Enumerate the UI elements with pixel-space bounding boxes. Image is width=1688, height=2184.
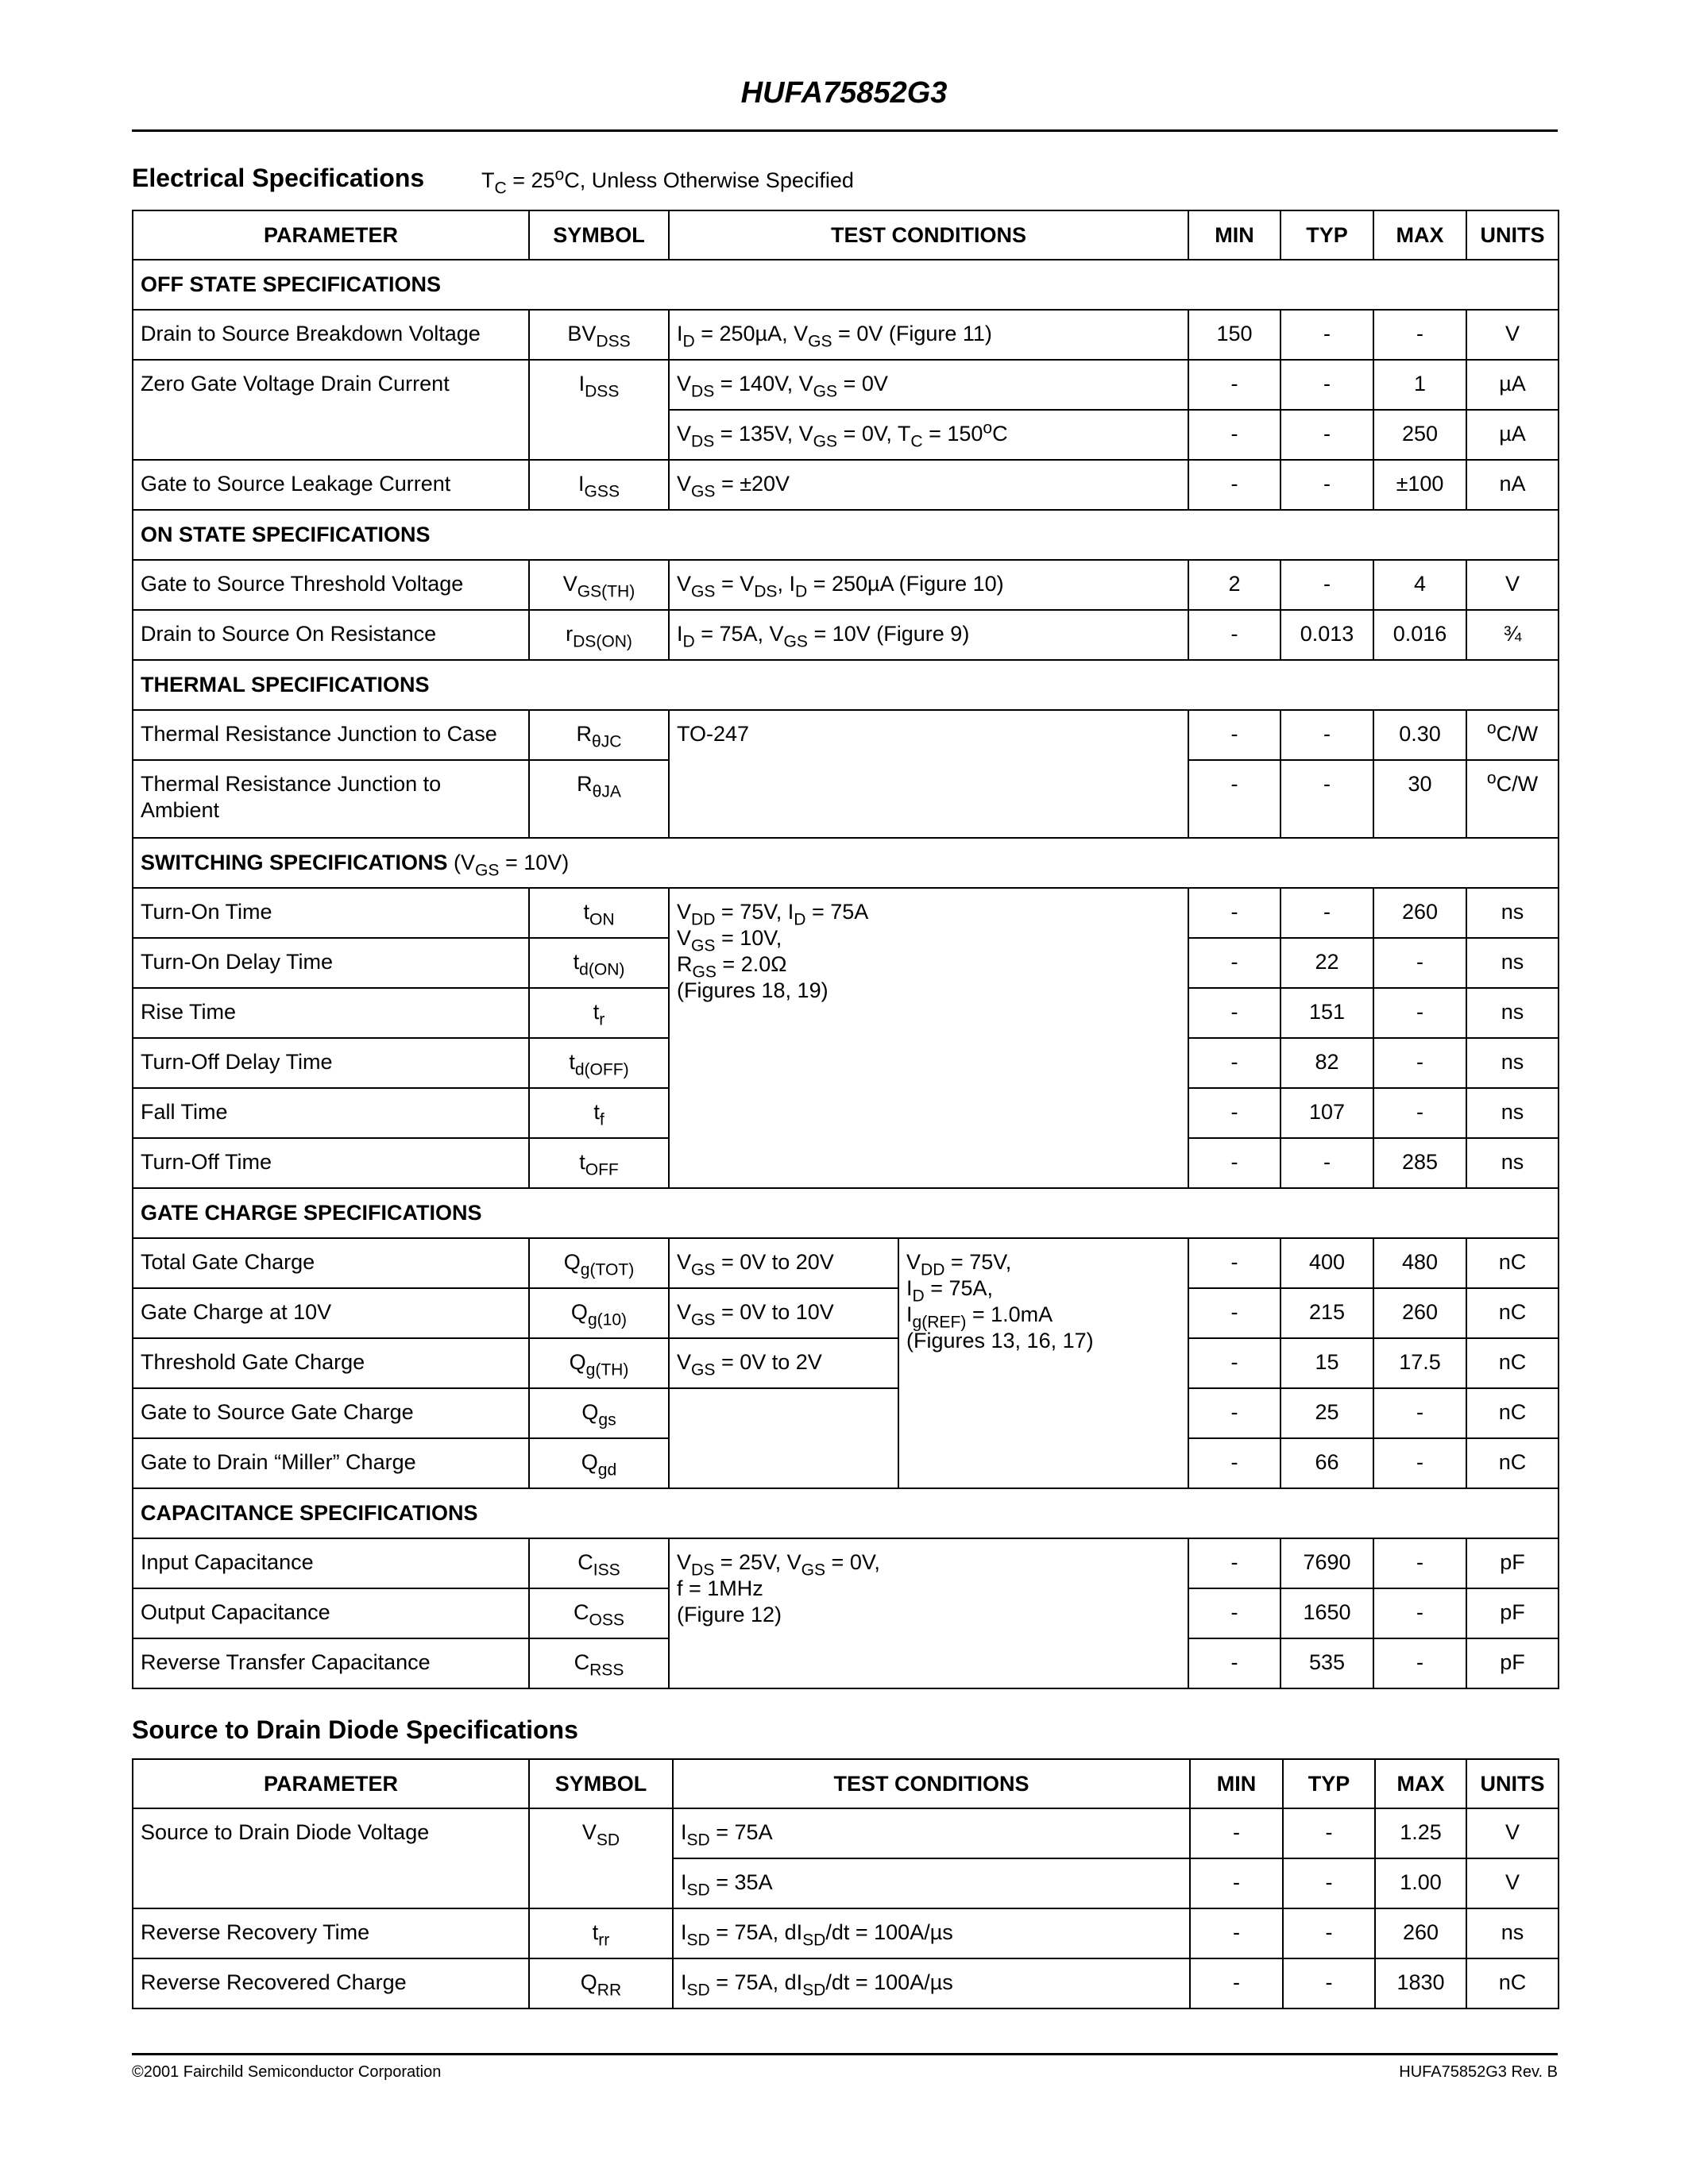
table-row: Turn-On Delay Time $t_{d(ON)}$ - 22 - ns — [133, 938, 1559, 988]
table-row: Drain to Source On Resistance $r_{DS(ON)}$ $I_D = 75A$, $V_{GS} = 10V$ (Figure 9) - 0.013 0.016 ¾ — [133, 610, 1559, 660]
header-min: MIN — [1190, 1759, 1283, 1808]
section-header-on-state: ON STATE SPECIFICATIONS — [133, 510, 1559, 560]
table-row: Drain to Source Breakdown Voltage $BV_{DSS}$ $I_D = 250\mu A$, $V_{GS} = 0V$ (Figure 11) 150 - - V — [133, 310, 1559, 360]
electrical-specs-condition: $T_C = 25^oC$, Unless Otherwise Specified — [481, 165, 854, 198]
table-row: Input Capacitance $C_{ISS}$ $V_{DS} = 25V$, $V_{GS} = 0V$, f = 1MHz (Figure 12) - 7690 - pF — [133, 1538, 1559, 1588]
header-max: MAX — [1375, 1759, 1466, 1808]
document-title: HUFA75852G3 — [740, 76, 948, 110]
header-parameter: PARAMETER — [133, 210, 529, 260]
header-units: UNITS — [1466, 1759, 1559, 1808]
section-header-capacitance: CAPACITANCE SPECIFICATIONS — [133, 1488, 1559, 1538]
header-test-conditions: TEST CONDITIONS — [673, 1759, 1190, 1808]
gate-charge-shared-conditions: $V_{DD} = 75V$, $I_D = 75A$, $I_{g(REF)} = 1.0mA$ (Figures 13, 16, 17) — [898, 1238, 1188, 1488]
table-header-row — [133, 210, 1559, 260]
footer-copyright: ©2001 Fairchild Semiconductor Corporation — [132, 2063, 442, 2081]
table-header-row — [133, 1759, 1559, 1808]
table-row: $I_{SD} = 35A$ - - 1.00 V — [133, 1858, 1559, 1908]
header-symbol: SYMBOL — [529, 1759, 673, 1808]
header-typ: TYP — [1280, 210, 1373, 260]
footer-rule — [132, 2053, 1558, 2055]
table-row: Thermal Resistance Junction to Case $R_{\theta JC}$ TO-247 - - 0.30 $^o$C/W — [133, 710, 1559, 760]
table-row: Gate to Drain “Miller” Charge $Q_{gd}$ - 66 - nC — [133, 1438, 1559, 1488]
table-row: Thermal Resistance Junction to Ambient $R_{\theta JA}$ - - 30 $^o$C/W — [133, 760, 1559, 838]
header-min: MIN — [1188, 210, 1280, 260]
electrical-specs-table — [132, 210, 1559, 1689]
table-row: Gate to Source Leakage Current $I_{GSS}$ $V_{GS} = \pm 20V$ - - ±100 nA — [133, 460, 1559, 510]
table-row: Rise Time $t_r$ - 151 - ns — [133, 988, 1559, 1038]
table-row: Turn-Off Delay Time $t_{d(OFF)}$ - 82 - ns — [133, 1038, 1559, 1088]
table-row: Reverse Recovery Time $t_{rr}$ $I_{SD} = 75A$, $dI_{SD}/dt = 100A/\mu s$ - - 260 ns — [133, 1908, 1559, 1958]
capacitance-conditions: $V_{DS} = 25V$, $V_{GS} = 0V$, f = 1MHz (Figure 12) — [669, 1538, 1188, 1688]
table-row: Gate Charge at 10V $Q_{g(10)}$ $V_{GS} = 0V$ to 10V - 215 260 nC — [133, 1288, 1559, 1338]
table-row: Fall Time $t_f$ - 107 - ns — [133, 1088, 1559, 1138]
table-row: Threshold Gate Charge $Q_{g(TH)}$ $V_{GS} = 0V$ to 2V - 15 17.5 nC — [133, 1338, 1559, 1388]
table-row: Gate to Source Gate Charge $Q_{gs}$ - 25 - nC — [133, 1388, 1559, 1438]
table-row: Turn-Off Time $t_{OFF}$ - - 285 ns — [133, 1138, 1559, 1188]
section-header-off-state: OFF STATE SPECIFICATIONS — [133, 260, 1559, 310]
table-row: Gate to Source Threshold Voltage $V_{GS(TH)}$ $V_{GS} = V_{DS}$, $I_D = 250\mu A$ (Figure 10) 2 - 4 V — [133, 560, 1559, 610]
section-header-switching: SWITCHING SPECIFICATIONS $(V_{GS} = 10V)$ — [133, 838, 1559, 888]
header-symbol: SYMBOL — [529, 210, 669, 260]
diode-specs-table — [132, 1758, 1559, 2009]
footer-doc-revision: HUFA75852G3 Rev. B — [1399, 2063, 1558, 2081]
header-max: MAX — [1373, 210, 1466, 260]
section-header-thermal: THERMAL SPECIFICATIONS — [133, 660, 1559, 710]
table-row: Zero Gate Voltage Drain Current $I_{DSS}$ $V_{DS} = 140V$, $V_{GS} = 0V$ - - 1 µA — [133, 360, 1559, 410]
table-row: Output Capacitance $C_{OSS}$ - 1650 - pF — [133, 1588, 1559, 1638]
table-row: Source to Drain Diode Voltage $V_{SD}$ $I_{SD} = 75A$ - - 1.25 V — [133, 1808, 1559, 1858]
header-rule — [132, 129, 1558, 132]
table-row: Reverse Transfer Capacitance $C_{RSS}$ - 535 - pF — [133, 1638, 1559, 1688]
table-row: $V_{DS} = 135V$, $V_{GS} = 0V$, $T_C = 150^oC$ - - 250 µA — [133, 410, 1559, 460]
table-row: Reverse Recovered Charge $Q_{RR}$ $I_{SD} = 75A$, $dI_{SD}/dt = 100A/\mu s$ - - 1830 nC — [133, 1958, 1559, 2008]
switching-conditions: $V_{DD} = 75V$, $I_D = 75A$ $V_{GS} = 10V$, $R_{GS} = 2.0\Omega$ (Figures 18, 19) — [669, 888, 1188, 1188]
header-typ: TYP — [1283, 1759, 1375, 1808]
table-row: Total Gate Charge $Q_{g(TOT)}$ $V_{GS} = 0V$ to 20V $V_{DD} = 75V$, $I_D = 75A$, $I_{g(REF)} = 1.0mA$ (Figures 13, 16, 17) - 400 480 nC — [133, 1238, 1559, 1288]
header-test-conditions: TEST CONDITIONS — [669, 210, 1188, 260]
section-header-gate-charge: GATE CHARGE SPECIFICATIONS — [133, 1188, 1559, 1238]
header-parameter: PARAMETER — [133, 1759, 529, 1808]
table-row: Turn-On Time $t_{ON}$ $V_{DD} = 75V$, $I_D = 75A$ $V_{GS} = 10V$, $R_{GS} = 2.0\Omega$ (Figures 18, 19) - - 260 ns — [133, 888, 1559, 938]
electrical-specs-title: Electrical Specifications — [132, 164, 425, 192]
header-units: UNITS — [1466, 210, 1559, 260]
diode-specs-title: Source to Drain Diode Specifications — [132, 1715, 578, 1744]
